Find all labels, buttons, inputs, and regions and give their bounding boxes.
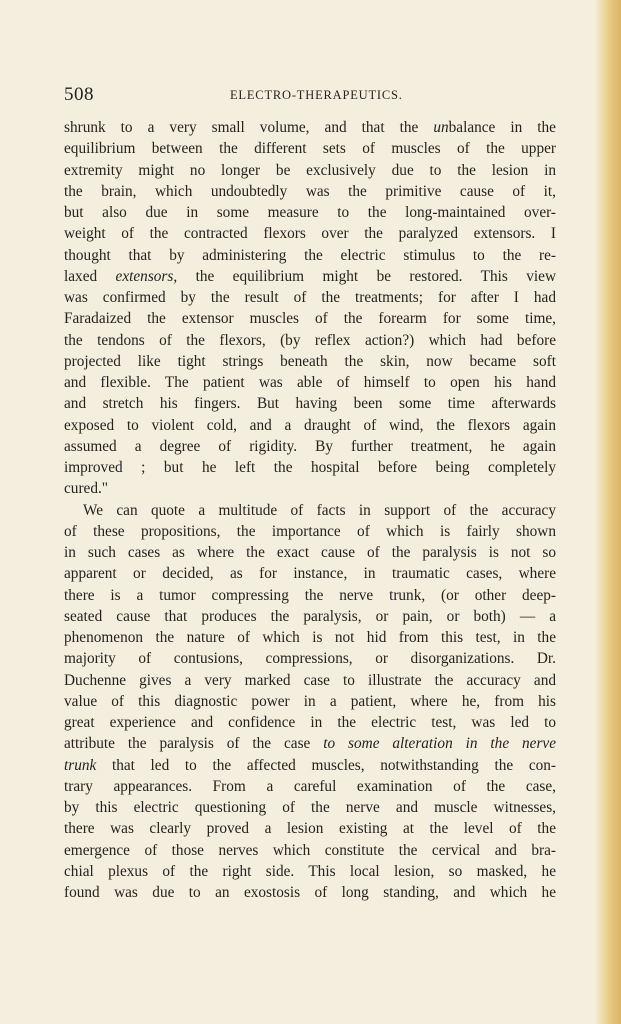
text-line: and flexible. The patient was able of himself to open his hand bbox=[64, 374, 556, 391]
text-line: We can quote a multitude of facts in support of the accuracy bbox=[83, 501, 556, 519]
text-line: value of this diagnostic power in a patient, where he, from his bbox=[64, 692, 556, 710]
text-line: Faradaized the extensor muscles of the forearm for some time, bbox=[64, 310, 556, 328]
text-line: found was due to an exostosis of long standing, and which he bbox=[64, 884, 556, 901]
text-line: and stretch his fingers. But having been some time afterwards bbox=[64, 395, 556, 413]
paragraph-2 bbox=[64, 500, 556, 904]
page-header bbox=[64, 84, 564, 108]
text-line: of these propositions, the importance of which is fairly shown bbox=[64, 522, 556, 540]
page-number: 508 bbox=[64, 84, 94, 105]
text-line: exposed to violent cold, and a draught of wind, the flexors again bbox=[64, 416, 556, 434]
text-line: there is a tumor compressing the nerve trunk, (or other deep- bbox=[64, 586, 556, 604]
text-line: chial plexus of the right side. This local lesion, so masked, he bbox=[64, 862, 556, 880]
text-line: the tendons of the flexors, (by reflex action?) which had before bbox=[64, 331, 556, 349]
running-title: ELECTRO-THERAPEUTICS. bbox=[230, 88, 403, 102]
paragraph-1 bbox=[64, 117, 556, 500]
text-line: apparent or decided, as for instance, in traumatic cases, where bbox=[64, 565, 556, 583]
text-line: improved ; but he left the hospital before being completely bbox=[64, 459, 556, 476]
text-line: in such cases as where the exact cause of the paralysis is not so bbox=[64, 544, 556, 561]
text-line: trunk that led to the affected muscles, notwithstanding the con- bbox=[64, 756, 556, 774]
italic-text: trunk bbox=[64, 756, 97, 774]
text-line: cured." bbox=[64, 480, 109, 498]
text-line: emergence of those nerves which constitute the cervical and bra- bbox=[64, 841, 556, 859]
italic-text: extensors bbox=[115, 267, 174, 285]
text-line: majority of contusions, compressions, or disorganizations. Dr. bbox=[64, 650, 556, 668]
text-line: extremity might no longer be exclusively due to the lesion in bbox=[64, 161, 556, 179]
text-line: the brain, which undoubtedly was the primitive cause of it, bbox=[64, 182, 556, 200]
italic-text: to some alteration in the nerve bbox=[323, 735, 556, 753]
text-line: weight of the contracted flexors over the paralyzed extensors. I bbox=[64, 225, 556, 243]
text-line: equilibrium between the different sets of muscles of the upper bbox=[64, 140, 556, 158]
text-line: assumed a degree of rigidity. By further treatment, he again bbox=[64, 437, 556, 455]
text-line: by this electric questioning of the nerve and muscle witnesses, bbox=[64, 799, 556, 816]
text-line: was confirmed by the result of the treatments; for after I had bbox=[64, 289, 556, 306]
text-line: phenomenon the nature of which is not hid from this test, in the bbox=[64, 629, 556, 646]
text-line: thought that by administering the electric stimulus to the re- bbox=[64, 246, 556, 264]
italic-text: un bbox=[433, 119, 449, 136]
text-line: projected like tight strings beneath the skin, now became soft bbox=[64, 352, 556, 370]
text-line: laxed extensors, the equilibrium might be restored. This view bbox=[64, 267, 556, 285]
text-line: seated cause that produces the paralysis, or pain, or both) — a bbox=[64, 607, 556, 625]
text-line: shrunk to a very small volume, and that the unbalance in the bbox=[64, 119, 556, 136]
text-line: Duchenne gives a very marked case to illustrate the accuracy and bbox=[64, 671, 556, 689]
page-edge-shadow bbox=[595, 0, 621, 1024]
text-line: there was clearly proved a lesion existing at the level of the bbox=[64, 820, 556, 838]
body-text bbox=[64, 117, 556, 903]
text-line: attribute the paralysis of the case to some alteration in the nerve bbox=[64, 735, 556, 753]
text-line: but also due in some measure to the long-maintained over- bbox=[64, 204, 556, 221]
text-line: trary appearances. From a careful examination of the case, bbox=[64, 777, 556, 795]
text-line: great experience and confidence in the electric test, was led to bbox=[64, 714, 556, 731]
